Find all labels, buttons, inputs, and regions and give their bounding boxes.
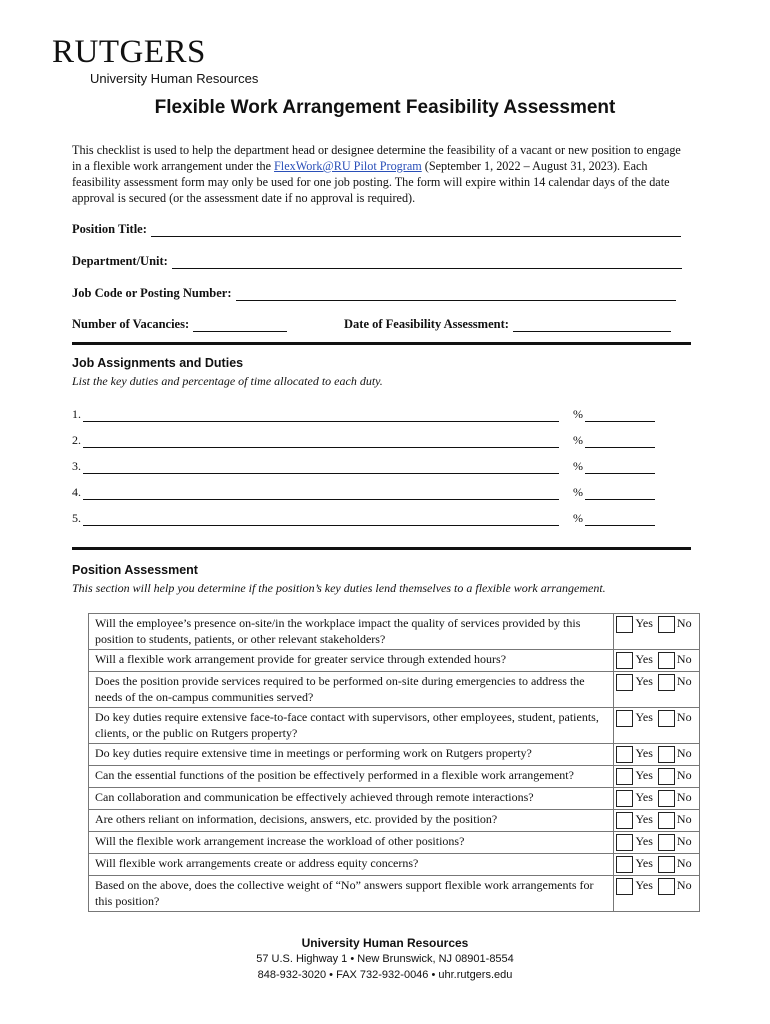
department-unit-field[interactable] bbox=[72, 254, 682, 269]
table-row bbox=[89, 854, 700, 876]
table-row bbox=[89, 708, 700, 744]
duty-line[interactable] bbox=[83, 436, 559, 448]
question-text: Will flexible work arrangements create or address equity concerns? bbox=[89, 854, 614, 876]
rutgers-logo bbox=[52, 36, 258, 86]
answer-cell bbox=[614, 708, 700, 744]
no-label: No bbox=[676, 616, 692, 630]
answer-cell bbox=[614, 744, 700, 766]
answer-cell bbox=[614, 766, 700, 788]
duty-line[interactable] bbox=[83, 488, 559, 500]
position-assessment-heading: Position Assessment bbox=[72, 563, 198, 577]
intro-text-end: (September 1, 2022 – August 31, 2023). Each feasibility assessment form may only be used for one job posting. The form will expire within 14 calendar days of the date approval is secured (or the assessment date if no approval is required). bbox=[72, 159, 670, 205]
no-checkbox[interactable] bbox=[658, 878, 675, 895]
position-title-field[interactable] bbox=[72, 222, 681, 237]
yes-checkbox[interactable] bbox=[616, 674, 633, 691]
duty-row[interactable] bbox=[72, 433, 655, 448]
yes-label: Yes bbox=[635, 878, 653, 892]
percent-symbol: % bbox=[573, 511, 583, 525]
question-text: Does the position provide services required to be performed on-site during emergencies to address the needs of the on-campus communities served? bbox=[89, 672, 614, 708]
job-assignments-heading: Job Assignments and Duties bbox=[72, 356, 244, 370]
no-label: No bbox=[676, 674, 692, 688]
yes-checkbox[interactable] bbox=[616, 616, 633, 633]
answer-cell bbox=[614, 876, 700, 912]
duty-number: 2. bbox=[72, 433, 81, 447]
assessment-date-label: Date of Feasibility Assessment: bbox=[344, 317, 509, 331]
no-label: No bbox=[676, 878, 692, 892]
yes-checkbox[interactable] bbox=[616, 812, 633, 829]
vacancies-label: Number of Vacancies: bbox=[72, 317, 190, 331]
vacancies-field[interactable] bbox=[72, 317, 287, 332]
percent-line[interactable] bbox=[585, 436, 655, 448]
yes-label: Yes bbox=[635, 710, 653, 724]
duty-number: 4. bbox=[72, 485, 81, 499]
no-checkbox[interactable] bbox=[658, 674, 675, 691]
yes-checkbox[interactable] bbox=[616, 790, 633, 807]
yes-checkbox[interactable] bbox=[616, 652, 633, 669]
job-code-label: Job Code or Posting Number: bbox=[72, 286, 232, 300]
yes-label: Yes bbox=[635, 790, 653, 804]
percent-line[interactable] bbox=[585, 514, 655, 526]
duty-line[interactable] bbox=[83, 410, 559, 422]
yes-label: Yes bbox=[635, 768, 653, 782]
table-row bbox=[89, 650, 700, 672]
no-label: No bbox=[676, 790, 692, 804]
table-row bbox=[89, 614, 700, 650]
answer-cell bbox=[614, 810, 700, 832]
duty-number: 1. bbox=[72, 407, 81, 421]
question-text: Will the flexible work arrangement increase the workload of other positions? bbox=[89, 832, 614, 854]
question-text: Can collaboration and communication be effectively achieved through remote interactions? bbox=[89, 788, 614, 810]
yes-checkbox[interactable] bbox=[616, 856, 633, 873]
no-checkbox[interactable] bbox=[658, 710, 675, 727]
yes-label: Yes bbox=[635, 652, 653, 666]
answer-cell bbox=[614, 614, 700, 650]
answer-cell bbox=[614, 650, 700, 672]
table-row bbox=[89, 788, 700, 810]
no-checkbox[interactable] bbox=[658, 834, 675, 851]
question-text: Do key duties require extensive face-to-face contact with supervisors, other employees, student, patients, clients, or the public on Rutgers property? bbox=[89, 708, 614, 744]
no-checkbox[interactable] bbox=[658, 746, 675, 763]
question-text: Will the employee’s presence on-site/in the workplace impact the quality of services provided by this position to students, patients, or other relevant stakeholders? bbox=[89, 614, 614, 650]
table-row bbox=[89, 810, 700, 832]
department-unit-line[interactable] bbox=[172, 256, 682, 269]
answer-cell bbox=[614, 832, 700, 854]
yes-checkbox[interactable] bbox=[616, 746, 633, 763]
percent-symbol: % bbox=[573, 433, 583, 447]
percent-symbol: % bbox=[573, 485, 583, 499]
logo-wordmark: RUTGERS bbox=[52, 34, 206, 70]
section-divider bbox=[72, 547, 691, 550]
answer-cell bbox=[614, 788, 700, 810]
percent-symbol: % bbox=[573, 459, 583, 473]
percent-symbol: % bbox=[573, 407, 583, 421]
footer-contact: 848-932-3020 • FAX 732-932-0046 • uhr.rutgers.edu bbox=[257, 969, 513, 981]
yes-label: Yes bbox=[635, 834, 653, 848]
vacancies-line[interactable] bbox=[193, 319, 287, 332]
no-label: No bbox=[676, 768, 692, 782]
percent-line[interactable] bbox=[585, 488, 655, 500]
no-checkbox[interactable] bbox=[658, 790, 675, 807]
no-checkbox[interactable] bbox=[658, 812, 675, 829]
position-title-line[interactable] bbox=[151, 224, 681, 237]
question-text: Can the essential functions of the position be effectively performed in a flexible work arrangement? bbox=[89, 766, 614, 788]
question-text: Based on the above, does the collective weight of “No” answers support flexible work arrangements for this position? bbox=[89, 876, 614, 912]
answer-cell bbox=[614, 854, 700, 876]
yes-checkbox[interactable] bbox=[616, 710, 633, 727]
duty-line[interactable] bbox=[83, 514, 559, 526]
assessment-table bbox=[88, 613, 700, 912]
no-checkbox[interactable] bbox=[658, 616, 675, 633]
table-row bbox=[89, 876, 700, 912]
yes-label: Yes bbox=[635, 746, 653, 760]
duty-line[interactable] bbox=[83, 462, 559, 474]
table-row bbox=[89, 744, 700, 766]
yes-label: Yes bbox=[635, 674, 653, 688]
position-title-label: Position Title: bbox=[72, 222, 147, 236]
no-label: No bbox=[676, 834, 692, 848]
intro-text-start: This checklist is used to help the department head or designee determine the feasibility of a vacant or new position to engage in a flexible work arrangement under the bbox=[72, 143, 681, 173]
assessment-date-line[interactable] bbox=[513, 319, 671, 332]
footer-address: 57 U.S. Highway 1 • New Brunswick, NJ 08901-8554 bbox=[256, 953, 514, 965]
duty-row[interactable] bbox=[72, 459, 655, 474]
yes-label: Yes bbox=[635, 812, 653, 826]
yes-checkbox[interactable] bbox=[616, 768, 633, 785]
flexwork-pilot-link[interactable]: FlexWork@RU Pilot Program bbox=[274, 159, 422, 173]
no-checkbox[interactable] bbox=[658, 856, 675, 873]
no-label: No bbox=[676, 710, 692, 724]
no-label: No bbox=[676, 812, 692, 826]
table-row bbox=[89, 672, 700, 708]
logo-subtitle: University Human Resources bbox=[90, 71, 259, 86]
no-label: No bbox=[676, 746, 692, 760]
assessment-date-field[interactable] bbox=[344, 317, 671, 332]
yes-checkbox[interactable] bbox=[616, 878, 633, 895]
question-text: Will a flexible work arrangement provide for greater service through extended hours? bbox=[89, 650, 614, 672]
no-label: No bbox=[676, 652, 692, 666]
percent-line[interactable] bbox=[585, 410, 655, 422]
duty-number: 3. bbox=[72, 459, 81, 473]
question-text: Do key duties require extensive time in meetings or performing work on Rutgers property? bbox=[89, 744, 614, 766]
yes-checkbox[interactable] bbox=[616, 834, 633, 851]
yes-label: Yes bbox=[635, 616, 653, 630]
job-assignments-subheading: List the key duties and percentage of time allocated to each duty. bbox=[72, 374, 383, 388]
department-unit-label: Department/Unit: bbox=[72, 254, 168, 268]
intro-paragraph bbox=[72, 142, 692, 206]
table-row bbox=[89, 766, 700, 788]
table-row bbox=[89, 832, 700, 854]
duty-row[interactable] bbox=[72, 485, 655, 500]
page-footer bbox=[0, 935, 770, 983]
duty-row[interactable] bbox=[72, 511, 655, 526]
no-checkbox[interactable] bbox=[658, 652, 675, 669]
page-title: Flexible Work Arrangement Feasibility Assessment bbox=[154, 97, 616, 118]
no-checkbox[interactable] bbox=[658, 768, 675, 785]
question-text: Are others reliant on information, decisions, answers, etc. provided by the position? bbox=[89, 810, 614, 832]
answer-cell bbox=[614, 672, 700, 708]
percent-line[interactable] bbox=[585, 462, 655, 474]
duty-row[interactable] bbox=[72, 407, 655, 422]
job-code-line[interactable] bbox=[236, 288, 676, 301]
section-divider bbox=[72, 342, 691, 345]
yes-label: Yes bbox=[635, 856, 653, 870]
footer-org: University Human Resources bbox=[301, 936, 469, 950]
job-code-field[interactable] bbox=[72, 286, 676, 301]
duty-number: 5. bbox=[72, 511, 81, 525]
no-label: No bbox=[676, 856, 692, 870]
position-assessment-subheading: This section will help you determine if the position’s key duties lend themselves to a flexible work arrangement. bbox=[72, 581, 606, 595]
